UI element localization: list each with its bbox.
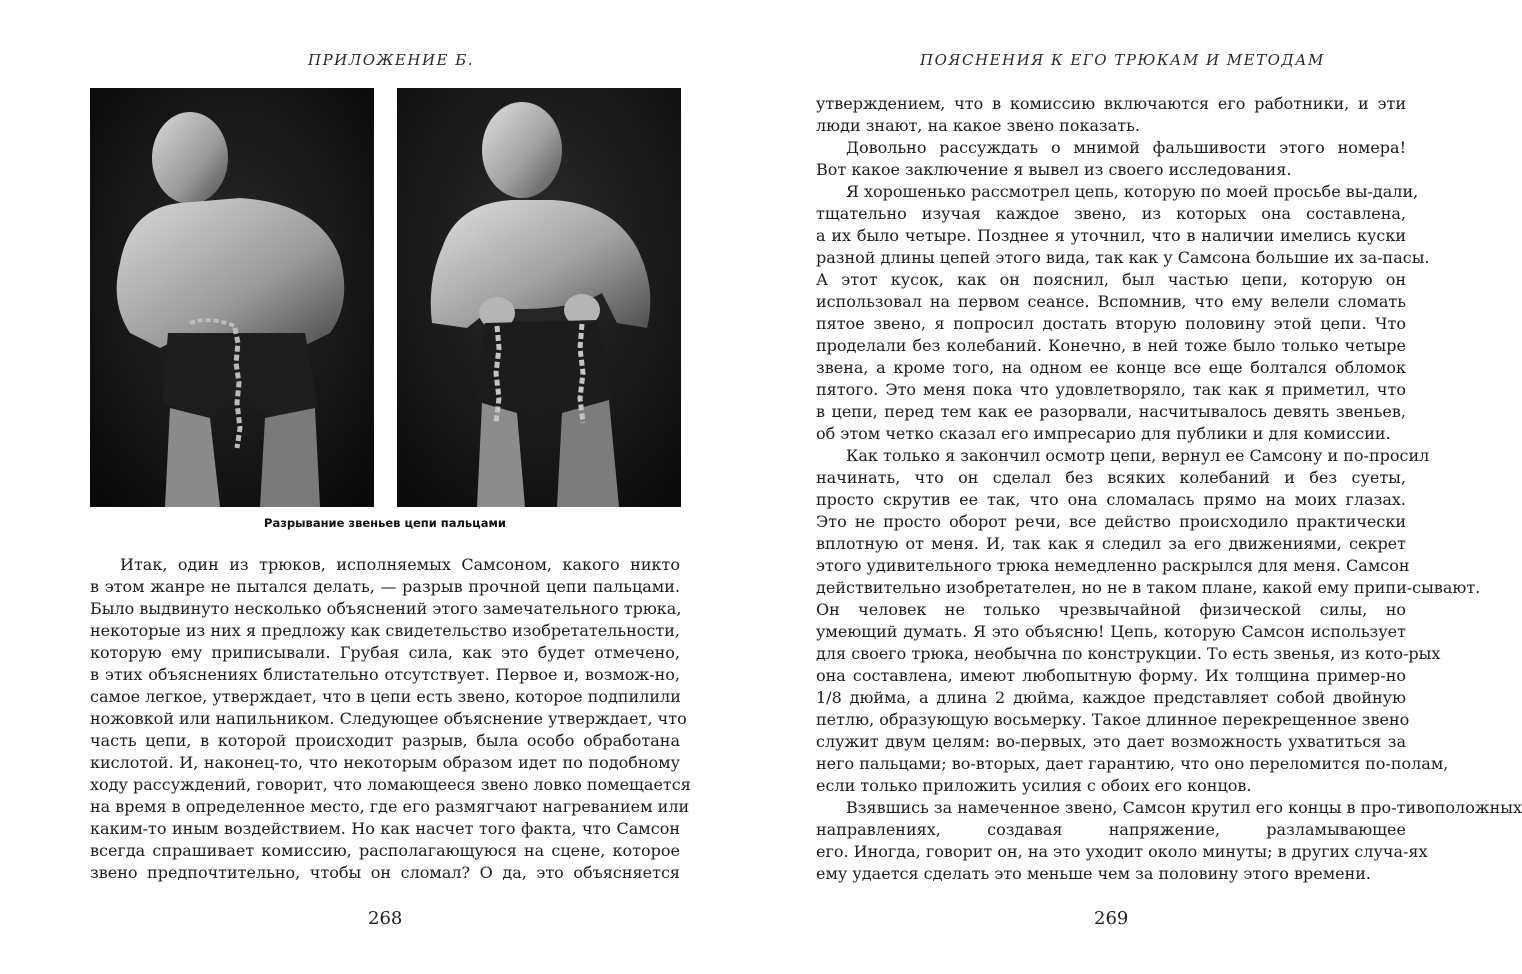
- text-line: а их было четыре. Позднее я уточнил, что в наличии имелись куски: [816, 226, 1406, 245]
- right-page: [748, 0, 1522, 974]
- text-line: самое легкое, утверждает, что в цепи есть звено, которое подпилили: [90, 687, 681, 706]
- text-line: звена, а кроме того, на одном ее конце все еще болтался обломок: [816, 358, 1406, 377]
- text-line: если только приложить усилия с обоих его концов.: [816, 776, 1252, 795]
- text-line: проделали без колебаний. Конечно, в ней тоже было только четыре: [816, 336, 1406, 355]
- text-line: использовал на первом сеансе. Вспомнив, что ему велели сломать: [816, 292, 1406, 311]
- left-body-text: [90, 554, 691, 884]
- text-line: Итак, один из трюков, исполняемых Самсоном, какого никто: [120, 555, 680, 574]
- text-line: которую ему приписывали. Грубая сила, как это будет отмечено,: [90, 643, 680, 662]
- text-line: умеющий думать. Я это объясню! Цепь, которую Самсон использует: [816, 622, 1406, 641]
- text-line: ему удается сделать это меньше чем за половину этого времени.: [816, 864, 1372, 883]
- left-page: [0, 0, 747, 974]
- text-line: на время в определенное место, где его размягчают нагреванием или: [90, 797, 690, 816]
- text-line: об этом четко сказал его импресарио для публики и для комиссии.: [816, 424, 1391, 443]
- text-line: него пальцами; во-вторых, дает гарантию, что оно переломится по-полам,: [816, 754, 1449, 773]
- text-line: пятого. Это меня пока что удовлетворяло, так как я приметил, что: [816, 380, 1406, 399]
- text-line: кислотой. И, наконец-то, что некоторым образом идет по подобному: [90, 753, 680, 772]
- text-line: начинать, что он сделал без всяких колебаний и без суеты,: [816, 468, 1406, 487]
- text-line: Вот какое заключение я вывел из своего исследования.: [816, 160, 1292, 179]
- photo-strongman-bending: [90, 88, 374, 507]
- text-line: Я хорошенько рассмотрел цепь, которую по моей просьбе вы-дали,: [846, 182, 1419, 201]
- text-line: в этих объяснениях блистательно отсутствует. Первое и, возмож-но,: [90, 665, 680, 684]
- text-line: петлю, образующую восьмерку. Такое длинное перекрещенное звено: [816, 710, 1410, 729]
- text-line: вплотную от меня. И, так как я следил за его движениями, секрет: [816, 534, 1406, 553]
- text-line: утверждением, что в комиссию включаются его работники, и эти: [816, 94, 1406, 113]
- text-line: в цепи, перед тем как ее разорвали, насчитывалось девять звеньев,: [816, 402, 1406, 421]
- text-line: Он человек не только чрезвычайной физической силы, но: [816, 600, 1406, 619]
- text-line: для своего трюка, необычна по конструкции. То есть звенья, из кото-рых: [816, 644, 1441, 663]
- text-line: 1/8 дюйма, а длина 2 дюйма, каждое представляет собой двойную: [816, 688, 1406, 707]
- text-line: она составлена, имеют любопытную форму. Их толщина пример-но: [816, 666, 1406, 685]
- text-line: звено предпочтительно, чтобы он сломал? О да, это объясняется: [90, 863, 680, 882]
- text-line: люди знают, на какое звено показать.: [816, 116, 1140, 135]
- text-line: Это не просто оборот речи, все действо происходило практически: [816, 512, 1406, 531]
- text-line: ножовкой или напильником. Следующее объяснение утверждает, что: [90, 709, 687, 728]
- text-line: разной длины цепей этого вида, так как у Самсона большие их за-пасы.: [816, 248, 1430, 267]
- running-head-left: ПРИЛОЖЕНИЕ Б.: [308, 51, 475, 69]
- text-line: его. Иногда, говорит он, на это уходит около минуты; в других случа-ях: [816, 842, 1428, 861]
- text-line: Как только я закончил осмотр цепи, вернул ее Самсону и по-просил: [846, 446, 1430, 465]
- text-line: служит двум целям: во-первых, это дает возможность ухватиться за: [816, 732, 1406, 751]
- text-line: каким-то иным воздействием. Но как насчет того факта, что Самсон: [90, 819, 680, 838]
- text-line: в этом жанре не пытался делать, — разрыв прочной цепи пальцами.: [90, 577, 680, 596]
- text-line: Довольно рассуждать о мнимой фальшивости этого номера!: [846, 138, 1406, 157]
- photo-strongman-front: [397, 88, 681, 507]
- text-line: ходу рассуждений, говорит, что ломающееся звено ловко помещается: [90, 775, 691, 794]
- text-line: всегда спрашивает комиссию, располагающуюся на сцене, которое: [90, 841, 680, 860]
- text-line: тщательно изучая каждое звено, из которых она составлена,: [816, 204, 1406, 223]
- text-line: этого удивительного трюка немедленно раскрылся для меня. Самсон: [816, 556, 1410, 575]
- text-line: Было выдвинуто несколько объяснений этого замечательного трюка,: [90, 599, 682, 618]
- page-number-right: 269: [1094, 908, 1129, 929]
- text-line: некоторые из них я предложу как свидетельство изобретательности,: [90, 621, 680, 640]
- text-line: А этот кусок, как он пояснил, был частью цепи, которую он: [816, 270, 1406, 289]
- text-line: действительно изобретателен, но не в таком плане, какой ему припи-сывают.: [816, 578, 1481, 597]
- page-number-left: 268: [368, 908, 403, 929]
- text-line: просто скрутив ее так, что она сломалась прямо на моих глазах.: [816, 490, 1406, 509]
- text-line: направлениях, создавая напряжение, разламывающее: [816, 820, 1406, 839]
- text-line: пятое звено, я попросил достать вторую половину этой цепи. Что: [816, 314, 1406, 333]
- right-body-text: [816, 93, 1522, 885]
- text-line: Взявшись за намеченное звено, Самсон крутил его концы в про-тивоположных: [846, 798, 1522, 817]
- photo-caption: Разрывание звеньев цепи пальцами: [264, 516, 506, 530]
- running-head-right: ПОЯСНЕНИЯ К ЕГО ТРЮКАМ И МЕТОДАМ: [920, 51, 1325, 69]
- text-line: часть цепи, в которой происходит разрыв, была особо обработана: [90, 731, 680, 750]
